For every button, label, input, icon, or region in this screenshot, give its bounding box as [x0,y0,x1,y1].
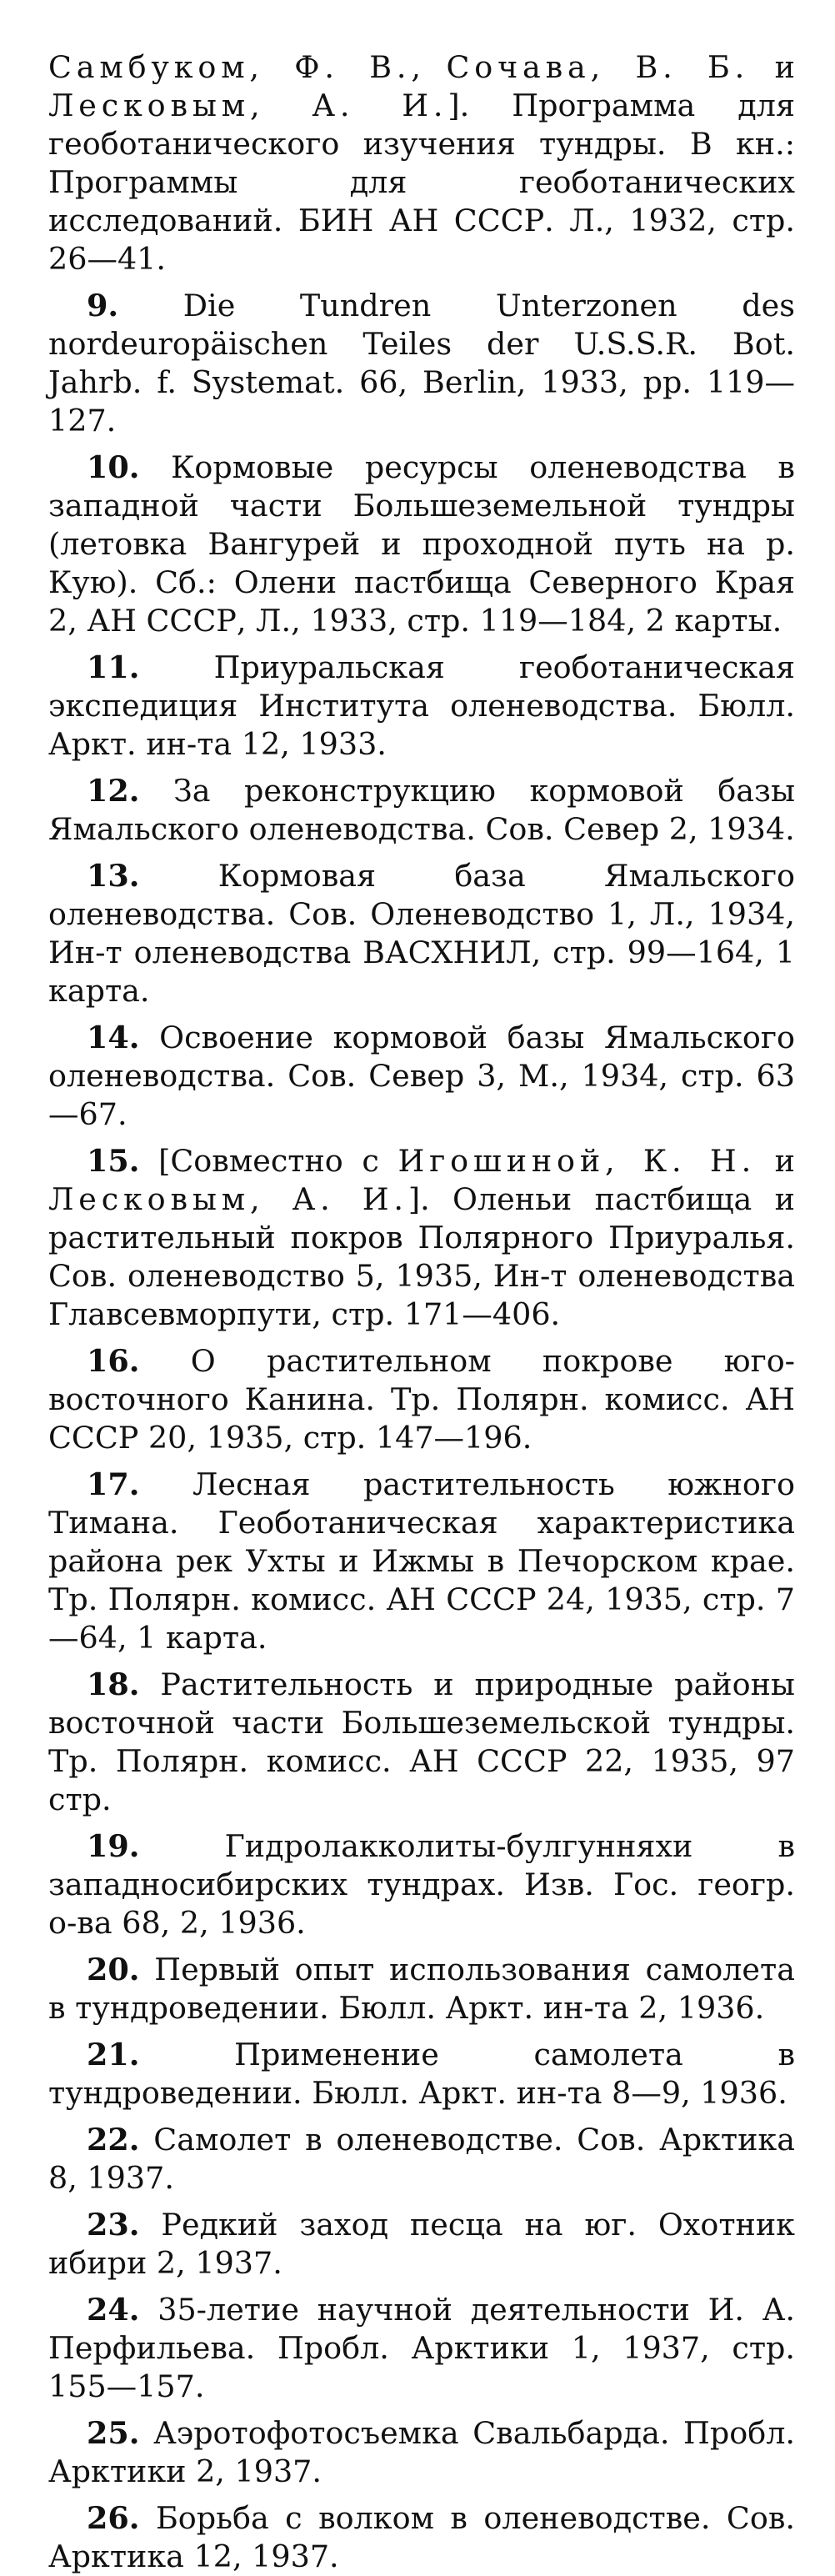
entry-text: Применение самолета в тундроведении. Бюлл. Аркт. ин-та 8—9, 1936. [48,2037,795,2111]
entry-number: 9. [87,288,119,323]
bibliography-entry [48,1342,795,1457]
entry-number: 24. [87,2292,140,2328]
entry-text: ]. Программа для геоботанического изучения тундры. В кн.: Программы для геоботанических исследований. БИН АН СССР. Л., 1932, стр. 26—41. [48,88,795,277]
entry-text: Кормовые ресурсы оленеводства в западной части Большеземельной тундры (летовка Вангурей и проходной путь на р. Кую). Сб.: Олени пастбища Северного Края 2, АН СССР, Л., 1933, стр. 119—184, 2 карты. [48,449,795,639]
entry-number: 22. [87,2122,140,2158]
bibliography-entry [48,48,795,278]
entry-text: Борьба с волком в оленеводстве. Сов. Арктика 12, 1937. [48,2500,795,2574]
entry-number: 16. [87,1343,140,1379]
bibliography-entry [48,649,795,764]
entry-text: , [411,49,447,85]
entry-text: Освоение кормовой базы Ямальского оленеводства. Сов. Север 3, М., 1934, стр. 63—67. [48,1020,795,1132]
bibliography-list [48,48,795,2576]
entry-text: ]. Оленьи пастбища и растительный покров Полярного Приуралья. Сов. оленеводство 5, 1935, Ин-т оленеводства Главсевморпути, стр. 171—406. [48,1181,795,1332]
entry-number: 19. [87,1828,140,1864]
entry-text: Лесная растительность южного Тимана. Геоботаническая характеристика района рек Ухты и Ижмы в Печорском крае. Тр. Полярн. комисс. АН СССР 24, 1935, стр. 7—64, 1 карта. [48,1466,795,1656]
bibliography-entry [48,1951,795,2027]
entry-text: и [749,49,795,85]
entry-number: 21. [87,2037,140,2072]
entry-number: 23. [87,2207,140,2243]
author-name: Самбуком, Ф. В. [48,49,412,85]
bibliography-entry [48,857,795,1010]
entry-text: Самолет в оленеводстве. Сов. Арктика 8, 1937. [48,2122,795,2196]
entry-number: 25. [87,2415,140,2451]
entry-number: 11. [87,649,140,685]
entry-text: и [756,1143,795,1179]
bibliography-entry [48,1827,795,1942]
entry-text: Редкий заход песца на юг. Охотник ибири 2, 1937. [48,2207,795,2281]
entry-number: 17. [87,1466,140,1502]
bibliography-entry [48,2206,795,2283]
bibliography-entry [48,1019,795,1134]
bibliography-entry [48,1666,795,1819]
entry-number: 10. [87,449,140,485]
entry-text: Die Tundren Unterzonen des nordeuropäischen Teiles der U.S.S.R. Bot. Jahrb. f. Systemat. 66, Berlin, 1933, pp. 119—127. [48,288,795,439]
entry-number: 13. [87,858,140,894]
entry-text: Аэротофотосъемка Свальбарда. Пробл. Арктики 2, 1937. [48,2415,795,2489]
bibliography-entry [48,2291,795,2406]
entry-number: 18. [87,1666,140,1702]
bibliography-entry [48,2121,795,2198]
bibliography-entry [48,1142,795,1334]
author-name: Сочава, В. Б. [446,49,750,85]
bibliography-entry [48,2036,795,2112]
entry-text: Гидролакколиты-булгунняхи в западносибирских тундрах. Изв. Гос. геогр. о-ва 68, 2, 1936. [48,1828,795,1941]
bibliography-entry [48,2414,795,2491]
entry-text: Растительность и природные районы восточной части Большеземельской тундры. Тр. Полярн. комисс. АН СССР 22, 1935, 97 стр. [48,1666,795,1817]
bibliography-entry [48,772,795,849]
entry-text: За реконструкцию кормовой базы Ямальского оленеводства. Сов. Север 2, 1934. [48,773,795,847]
entry-text: Кормовая база Ямальского оленеводства. Сов. Оленеводство 1, Л., 1934, Ин-т оленеводства ВАСХНИЛ, стр. 99—164, 1 карта. [48,858,795,1009]
entry-number: 14. [87,1020,140,1055]
entry-text: О растительном покрове юго-восточного Канина. Тр. Полярн. комисс. АН СССР 20, 1935, стр. 147—196. [48,1343,795,1456]
bibliography-entry [48,449,795,640]
entry-text: Приуральская геоботаническая экспедиция Института оленеводства. Бюлл. Аркт. ин-та 12, 1933. [48,649,795,762]
author-name: Игошиной, К. Н. [398,1143,757,1179]
bibliography-entry [48,1466,795,1657]
author-name: Лесковым, А. И. [48,1181,408,1217]
entry-number: 20. [87,1952,140,1987]
author-name: Лесковым, А. И. [48,88,448,123]
entry-text: [Совместно с [139,1143,398,1179]
bibliography-entry [48,2499,795,2576]
bibliography-entry [48,287,795,440]
entry-number: 12. [87,773,140,809]
entry-number: 26. [87,2500,140,2536]
entry-text: 35-летие научной деятельности И. А. Перфильева. Пробл. Арктики 1, 1937, стр. 155—157. [48,2292,795,2404]
entry-number: 15. [87,1143,140,1179]
entry-text: Первый опыт использования самолета в тундроведении. Бюлл. Аркт. ин-та 2, 1936. [48,1952,795,2026]
